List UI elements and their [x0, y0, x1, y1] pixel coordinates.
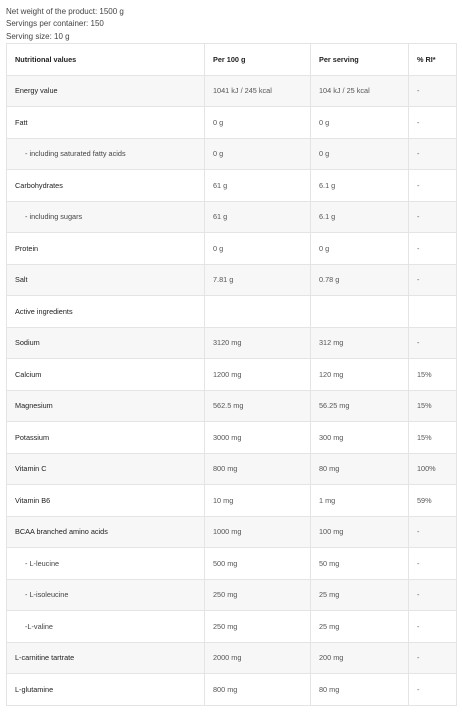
header-per-100g: Per 100 g — [205, 44, 311, 76]
cell-per-100g: 250 mg — [205, 579, 311, 611]
cell-ri: 15% — [409, 422, 457, 454]
nutrition-table — [6, 43, 457, 706]
cell-per-100g: 61 g — [205, 201, 311, 233]
table-row — [7, 107, 457, 139]
cell-nutrient-name: Fatt — [7, 107, 205, 139]
cell-per-serving: 120 mg — [311, 359, 409, 391]
cell-ri: - — [409, 516, 457, 548]
cell-nutrient-name: Calcium — [7, 359, 205, 391]
cell-ri: - — [409, 201, 457, 233]
table-row — [7, 390, 457, 422]
cell-per-100g: 0 g — [205, 138, 311, 170]
cell-ri: 59% — [409, 485, 457, 517]
cell-ri: - — [409, 674, 457, 706]
cell-ri: - — [409, 138, 457, 170]
cell-per-100g: 3000 mg — [205, 422, 311, 454]
servings-per-container-text: Servings per container: 150 — [6, 19, 104, 29]
header-ri: % RI* — [409, 44, 457, 76]
cell-per-100g — [205, 296, 311, 328]
cell-per-serving: 104 kJ / 25 kcal — [311, 75, 409, 107]
cell-nutrient-name: Vitamin B6 — [7, 485, 205, 517]
cell-nutrient-name: - L-isoleucine — [7, 579, 205, 611]
cell-nutrient-name: BCAA branched amino acids — [7, 516, 205, 548]
table-row — [7, 548, 457, 580]
table-row — [7, 674, 457, 706]
cell-ri: - — [409, 611, 457, 643]
net-weight-text: Net weight of the product: 1500 g — [6, 7, 124, 16]
cell-nutrient-name: - including sugars — [7, 201, 205, 233]
cell-per-100g: 0 g — [205, 107, 311, 139]
table-row — [7, 516, 457, 548]
cell-ri: - — [409, 107, 457, 139]
table-row — [7, 485, 457, 517]
cell-nutrient-name: Carbohydrates — [7, 170, 205, 202]
table-row — [7, 611, 457, 643]
header-per-serving: Per serving — [311, 44, 409, 76]
cell-per-100g: 2000 mg — [205, 642, 311, 674]
cell-per-100g: 7.81 g — [205, 264, 311, 296]
table-row — [7, 75, 457, 107]
cell-per-serving: 25 mg — [311, 579, 409, 611]
cell-ri: 15% — [409, 359, 457, 391]
cell-per-serving: 0.78 g — [311, 264, 409, 296]
table-row — [7, 579, 457, 611]
cell-per-serving: 6.1 g — [311, 201, 409, 233]
cell-per-serving: 50 mg — [311, 548, 409, 580]
header-nutritional-values: Nutritional values — [7, 44, 205, 76]
cell-per-100g: 250 mg — [205, 611, 311, 643]
cell-ri — [409, 296, 457, 328]
cell-per-serving: 6.1 g — [311, 170, 409, 202]
cell-per-100g: 1041 kJ / 245 kcal — [205, 75, 311, 107]
cell-per-serving: 56.25 mg — [311, 390, 409, 422]
cell-per-serving: 200 mg — [311, 642, 409, 674]
table-header-row — [7, 44, 457, 76]
cell-per-serving: 0 g — [311, 107, 409, 139]
cell-per-100g: 61 g — [205, 170, 311, 202]
table-row — [7, 422, 457, 454]
cell-per-serving: 80 mg — [311, 453, 409, 485]
table-row — [7, 642, 457, 674]
table-row — [7, 327, 457, 359]
table-row — [7, 296, 457, 328]
cell-nutrient-name: L-carnitine tartrate — [7, 642, 205, 674]
cell-nutrient-name: Active ingredients — [7, 296, 205, 328]
cell-per-100g: 3120 mg — [205, 327, 311, 359]
cell-ri: - — [409, 327, 457, 359]
cell-nutrient-name: Protein — [7, 233, 205, 265]
cell-per-100g: 800 mg — [205, 674, 311, 706]
cell-per-100g: 500 mg — [205, 548, 311, 580]
table-row — [7, 138, 457, 170]
cell-per-serving — [311, 296, 409, 328]
serving-size-text: Serving size: 10 g — [6, 31, 70, 41]
cell-ri: - — [409, 233, 457, 265]
cell-ri: - — [409, 548, 457, 580]
cell-per-serving: 0 g — [311, 138, 409, 170]
cell-per-serving: 25 mg — [311, 611, 409, 643]
cell-ri: - — [409, 170, 457, 202]
cell-per-serving: 312 mg — [311, 327, 409, 359]
table-row — [7, 233, 457, 265]
cell-per-serving: 1 mg — [311, 485, 409, 517]
cell-nutrient-name: -L-valine — [7, 611, 205, 643]
table-row — [7, 264, 457, 296]
table-row — [7, 453, 457, 485]
cell-per-100g: 0 g — [205, 233, 311, 265]
cell-ri: - — [409, 642, 457, 674]
table-row — [7, 201, 457, 233]
cell-nutrient-name: - L-leucine — [7, 548, 205, 580]
cell-nutrient-name: Magnesium — [7, 390, 205, 422]
cell-nutrient-name: - including saturated fatty acids — [7, 138, 205, 170]
cell-ri: - — [409, 579, 457, 611]
cell-ri: 15% — [409, 390, 457, 422]
cell-per-serving: 300 mg — [311, 422, 409, 454]
cell-nutrient-name: Potassium — [7, 422, 205, 454]
cell-nutrient-name: Sodium — [7, 327, 205, 359]
cell-ri: 100% — [409, 453, 457, 485]
product-info — [0, 0, 462, 43]
cell-per-serving: 80 mg — [311, 674, 409, 706]
table-row — [7, 170, 457, 202]
cell-ri: - — [409, 75, 457, 107]
cell-nutrient-name: Salt — [7, 264, 205, 296]
cell-per-serving: 0 g — [311, 233, 409, 265]
cell-per-100g: 800 mg — [205, 453, 311, 485]
cell-nutrient-name: Energy value — [7, 75, 205, 107]
cell-per-100g: 1000 mg — [205, 516, 311, 548]
cell-ri: - — [409, 264, 457, 296]
cell-per-100g: 1200 mg — [205, 359, 311, 391]
table-row — [7, 359, 457, 391]
cell-per-serving: 100 mg — [311, 516, 409, 548]
cell-per-100g: 10 mg — [205, 485, 311, 517]
cell-nutrient-name: Vitamin C — [7, 453, 205, 485]
cell-nutrient-name: L-glutamine — [7, 674, 205, 706]
cell-per-100g: 562.5 mg — [205, 390, 311, 422]
